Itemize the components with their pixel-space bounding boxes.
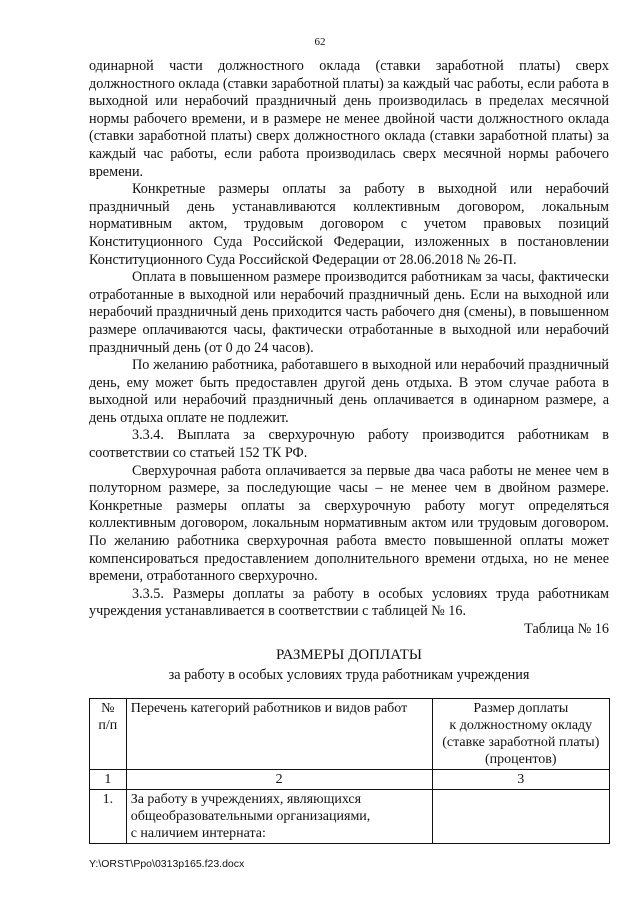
table-reference: Таблица № 16	[524, 621, 609, 637]
table-header-row	[90, 699, 610, 770]
paragraph: 3.3.5. Размеры доплаты за работу в особых условиях труда работникам учреждения устанавливается в соответствии с таблицей № 16.	[89, 585, 609, 620]
rates-table	[89, 698, 610, 844]
column-number: 1	[90, 770, 127, 790]
paragraph: Сверхурочная работа оплачивается за первые два часа работы не менее чем в полуторном размере, за последующие часы – не менее чем в двойном размере. Конкретные размеры оплаты за сверхурочную работу могут определяться коллективным договором, локальным нормативным актом или трудовым договором. По желанию работника сверхурочная работа вместо повышенной оплаты может компенсироваться предоставлением дополнительного времени отдыха, но не менее времени, отработанного сверхурочно.	[89, 462, 609, 585]
column-number: 3	[432, 770, 609, 790]
paragraph: По желанию работника, работавшего в выходной или нерабочий праздничный день, ему может быть предоставлен другой день отдыха. В этом случае работа в выходной или нерабочий праздничный день оплачивается в одинарном размере, а день отдыха оплате не подлежит.	[89, 357, 609, 426]
paragraph: одинарной части должностного оклада (ставки заработной платы) сверх должностного оклада (ставки заработной платы) за каждый час работы, если работа в выходной или нерабочий праздничный день производилась в пределах месячной нормы рабочего времени, и в размере не менее двойной части должностного оклада (ставки заработной платы) сверх должностного оклада (ставки заработной платы) за каждый час работы, если работа производилась сверх месячной нормы рабочего времени.	[89, 58, 609, 180]
paragraph: Оплата в повышенном размере производится работникам за часы, фактически отработанные в выходной или нерабочий праздничный день. Если на выходной или нерабочий праздничный день приходится часть рабочего дня (смены), в повышенном размере оплачиваются часы, фактически отработанные в выходной или нерабочий праздничный день (от 0 до 24 часов).	[89, 269, 609, 356]
file-path-footer: Y:\ORST\Ppo\0313p165.f23.docx	[89, 858, 245, 870]
header-category: Перечень категорий работников и видов работ	[126, 699, 432, 770]
column-number: 2	[126, 770, 432, 790]
table-heading: РАЗМЕРЫ ДОПЛАТЫ	[276, 647, 422, 663]
table-numbers-row	[90, 770, 610, 790]
row-number: 1.	[90, 790, 127, 844]
row-rate	[432, 790, 609, 844]
header-rate: Размер доплаты к должностному окладу (ставке заработной платы) (процентов)	[432, 699, 609, 770]
paragraph: 3.3.4. Выплата за сверхурочную работу производится работникам в соответствии со статьей 152 ТК РФ.	[89, 427, 609, 462]
header-number: № п/п	[90, 699, 127, 770]
document-body	[89, 58, 609, 639]
page-number: 62	[314, 36, 326, 48]
table-row	[90, 790, 610, 844]
table-subheading: за работу в особых условиях труда работникам учреждения	[168, 667, 530, 683]
paragraph: Конкретные размеры оплаты за работу в выходной или нерабочий праздничный день устанавливаются коллективным договором, локальным нормативным актом, трудовым договором с учетом правовых позиций Конституционного Суда Российской Федерации, изложенных в постановлении Конституционного Суда Российской Федерации от 28.06.2018 № 26-П.	[89, 181, 609, 268]
row-category: За работу в учреждениях, являющихся общеобразовательными организациями, с наличием интерната:	[126, 790, 432, 844]
